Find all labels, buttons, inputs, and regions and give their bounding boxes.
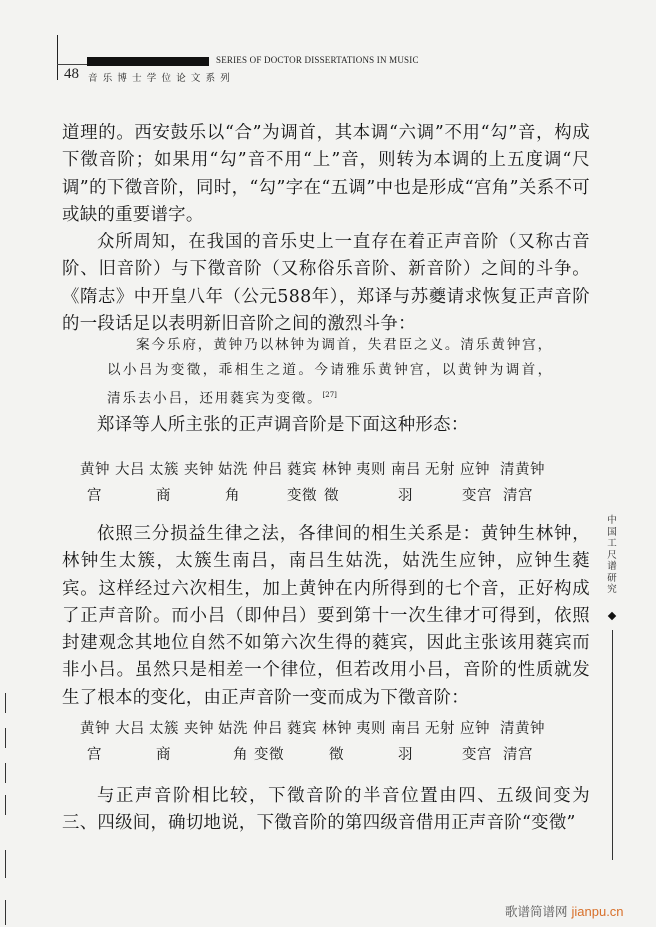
pitch-cell: 大吕 (115, 462, 145, 478)
scale-table-zhengsheng (78, 458, 578, 510)
degree-cell: 清宫 (503, 488, 533, 504)
pitch-cell: 仲吕 (253, 721, 283, 737)
degree-cell: 徵 (329, 747, 344, 763)
degree-cell: 商 (156, 488, 171, 504)
pitch-cell: 应钟 (460, 721, 490, 737)
footnote-ref: [27] (322, 391, 337, 399)
pitch-row (78, 458, 578, 484)
diamond-icon (608, 612, 616, 620)
pitch-cell: 无射 (425, 462, 455, 478)
watermark-site-name: 歌谱简谱网 (505, 904, 568, 919)
left-edge-mark (5, 728, 6, 748)
watermark (505, 902, 624, 920)
degree-cell: 羽 (398, 488, 413, 504)
degree-cell: 变宫 (462, 488, 492, 504)
left-edge-mark (5, 900, 6, 925)
pitch-cell: 姑洗 (218, 721, 248, 737)
degree-cell: 徵 (324, 488, 339, 504)
pitch-cell: 仲吕 (253, 462, 283, 478)
degree-cell: 角 (225, 488, 240, 504)
degree-row (78, 743, 578, 769)
paragraph-1: 道理的。西安鼓乐以“合”为调首，其本调“六调”不用“勾”音，构成下徵音阶；如果用“勾”音不用“上”音，则转为本调的上五度调“尺调”的下徵音阶，同时，“勾”字在“五调”中也是形成“宫角”关系不可或缺的重要谱字。 (62, 123, 590, 225)
degree-cell: 变徵 (254, 747, 284, 763)
degree-row (78, 484, 578, 510)
degree-cell: 清宫 (503, 747, 533, 763)
pitch-cell: 林钟 (322, 462, 352, 478)
series-title-english: SERIES OF DOCTOR DISSERTATIONS IN MUSIC (216, 55, 419, 65)
pitch-cell: 蕤宾 (287, 721, 317, 737)
pitch-cell: 清黄钟 (500, 721, 545, 737)
pitch-cell: 南吕 (391, 721, 421, 737)
pitch-cell: 林钟 (322, 721, 352, 737)
pitch-cell: 太簇 (149, 462, 179, 478)
block-quote (107, 333, 553, 412)
series-title-chinese: 音乐博士学位论文系列 (88, 73, 236, 84)
pitch-cell: 夷则 (356, 462, 386, 478)
pitch-cell: 大吕 (115, 721, 145, 737)
right-margin-rule (612, 630, 613, 860)
left-edge-mark (5, 693, 6, 713)
degree-cell: 宫 (87, 747, 102, 763)
paragraph-4: 依照三分损益生律之法，各律间的相生关系是：黄钟生林钟，林钟生太簇，太簇生南吕，南吕生姑洗，姑洗生应钟，应钟生蕤宾。这样经过六次相生，加上黄钟在内所得到的七个音，正好构成了正声音阶。而小吕（即仲吕）要到第十一次生律才可得到，依照封建观念其地位自然不如第六次生得的蕤宾，因此主张该用蕤宾而非小吕。虽然只是相差一个律位，但若改用小吕，音阶的性质就发生了根本的变化，由正声音阶一变而成为下徵音阶： (62, 524, 590, 708)
paragraph-2: 众所周知，在我国的音乐史上一直存在着正声音阶（又称古音阶、旧音阶）与下徵音阶（又称俗乐音阶、新音阶）之间的斗争。《隋志》中开皇八年（公元588年），郑译与苏夔请求恢复正声音阶的一段话足以表明新旧音阶之间的激烈斗争： (62, 232, 590, 334)
degree-cell: 角 (233, 747, 248, 763)
quote-text: 案今乐府，黄钟乃以林钟为调首，失君臣之义。清乐黄钟宫，以小吕为变徵，乖相生之道。今请雅乐黄钟宫，以黄钟为调首，清乐去小吕，还用蕤宾为变徵。 (107, 337, 553, 407)
watermark-url: jianpu.cn (571, 904, 624, 919)
chapter-side-tab: 中国工尺谱研究 (607, 515, 617, 595)
pitch-cell: 黄钟 (80, 721, 110, 737)
left-edge-mark (5, 795, 6, 815)
pitch-cell: 黄钟 (80, 462, 110, 478)
left-edge-mark (5, 850, 6, 878)
pitch-cell: 清黄钟 (500, 462, 545, 478)
header-black-bar (87, 57, 209, 66)
pitch-cell: 蕤宾 (287, 462, 317, 478)
pitch-cell: 夷则 (356, 721, 386, 737)
degree-cell: 宫 (87, 488, 102, 504)
pitch-cell: 夹钟 (184, 462, 214, 478)
pitch-cell: 应钟 (460, 462, 490, 478)
page-number: 48 (64, 66, 79, 82)
scale-table-xiazhi (78, 717, 578, 769)
pitch-cell: 夹钟 (184, 721, 214, 737)
pitch-cell: 姑洗 (218, 462, 248, 478)
pitch-row (78, 717, 578, 743)
pitch-cell: 太簇 (149, 721, 179, 737)
header-horizontal-rule (57, 64, 87, 65)
pitch-cell: 南吕 (391, 462, 421, 478)
pitch-cell: 无射 (425, 721, 455, 737)
degree-cell: 变宫 (462, 747, 492, 763)
paragraph-3: 郑译等人所主张的正声调音阶是下面这种形态： (97, 415, 469, 435)
left-edge-mark (5, 763, 6, 783)
degree-cell: 变徵 (287, 488, 317, 504)
degree-cell: 羽 (398, 747, 413, 763)
degree-cell: 商 (156, 747, 171, 763)
header-vertical-rule (57, 35, 58, 80)
paragraph-5: 与正声音阶相比较，下徵音阶的半音位置由四、五级间变为三、四级间，确切地说，下徵音阶的第四级音借用正声音阶“变徵” (62, 786, 590, 834)
